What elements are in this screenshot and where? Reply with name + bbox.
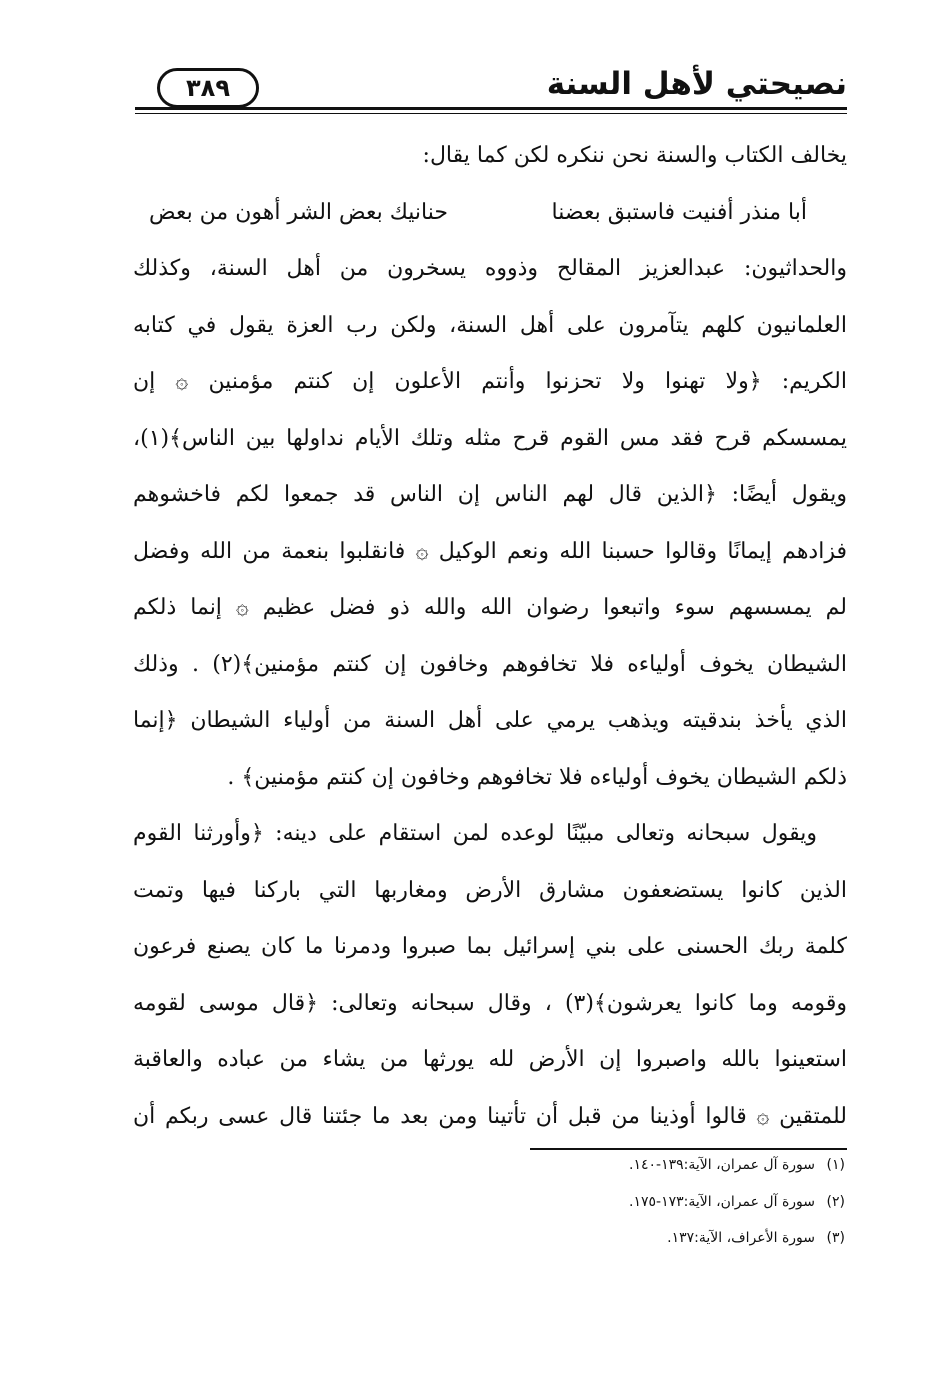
footnote-text: سورة الأعراف، الآية:١٣٧.	[667, 1230, 815, 1246]
verse-second-hemistich: حنانيك بعض الشر أهون من بعض	[149, 199, 448, 225]
footnote-separator	[530, 1148, 847, 1150]
text-line: استعينوا بالله واصبروا إن الأرض لله يورثها من يشاء من عباده والعاقبة	[133, 1047, 847, 1072]
running-title: نصيحتي لأهل السنة	[546, 66, 847, 102]
page-header	[135, 60, 847, 120]
footnote	[533, 1193, 845, 1230]
text-line: للمتقين ۞ قالوا أوذينا من قبل أن تأتينا ومن بعد ما جئتنا قال عسى ربكم أن	[133, 1103, 847, 1129]
text-line: فزادهم إيمانًا وقالوا حسبنا الله ونعم الوكيل ۞ فانقلبوا بنعمة من الله وفضل	[133, 538, 847, 564]
header-rule-thin	[135, 113, 847, 114]
footnote-number: (٣)	[826, 1230, 845, 1246]
body-text	[133, 136, 847, 1153]
header-rule-thick	[135, 107, 847, 110]
text-line: ذلكم الشيطان يخوف أولياءه فلا تخافوهم وخافون إن كنتم مؤمنين﴾ .	[227, 764, 847, 790]
footnote-number: (١)	[826, 1157, 845, 1173]
footnote	[533, 1156, 845, 1193]
text-line: كلمة ربك الحسنى على بني إسرائيل بما صبروا ودمرنا ما كان يصنع فرعون	[133, 934, 847, 959]
text-line: الشيطان يخوف أولياءه فلا تخافوهم وخافون إن كنتم مؤمنين﴾(٢) . وذلك	[133, 651, 847, 677]
text-line: يمسسكم قرح فقد مس القوم قرح مثله وتلك الأيام نداولها بين الناس﴾(١)،	[133, 425, 847, 451]
text-line: ويقول أيضًا: ﴿الذين قال لهم الناس إن الناس قد جمعوا لكم فاخشوهم	[133, 482, 847, 507]
footnote-number: (٢)	[826, 1193, 845, 1210]
text-line: ويقول سبحانه وتعالى مبيّنًا لوعده لمن استقام على دينه: ﴿وأورثنا القوم	[133, 821, 817, 846]
text-line: الذين كانوا يستضعفون مشارق الأرض ومغاربها التي باركنا فيها وتمت	[133, 877, 847, 903]
footnote-text: سورة آل عمران، الآية:١٧٣-١٧٥.	[629, 1193, 815, 1210]
text-line: الكريم: ﴿ولا تهنوا ولا تحزنوا وأنتم الأعلون إن كنتم مؤمنين ۞ إن	[133, 369, 847, 394]
footnote	[533, 1229, 845, 1266]
poetry-verse	[133, 193, 847, 250]
text-line: الذي يأخذ بندقيته ويذهب يرمي على أهل السنة من أولياء الشيطان ﴿إنما	[133, 708, 847, 733]
text-line: وقومه وما كانوا يعرشون﴾(٣) ، وقال سبحانه وتعالى: ﴿قال موسى لقومه	[133, 990, 847, 1016]
text-line: يخالف الكتاب والسنة نحن ننكره لكن كما يقال:	[422, 143, 847, 168]
text-line: العلمانيون كلهم يتآمرون على أهل السنة، ولكن رب العزة يقول في كتابه	[133, 312, 847, 338]
page-number: ٣٨٩	[157, 68, 259, 108]
footnote-text: سورة آل عمران، الآية:١٣٩-١٤٠.	[629, 1157, 815, 1173]
verse-first-hemistich: أبا منذر أفنيت فاستبق بعضنا	[551, 199, 807, 225]
text-line: والحداثيون: عبدالعزيز المقالح وذووه يسخرون من أهل السنة، وكذلك	[133, 256, 847, 281]
text-line: لم يمسسهم سوء واتبعوا رضوان الله والله ذو فضل عظيم ۞ إنما ذلكم	[133, 595, 847, 620]
footnotes	[533, 1156, 845, 1266]
